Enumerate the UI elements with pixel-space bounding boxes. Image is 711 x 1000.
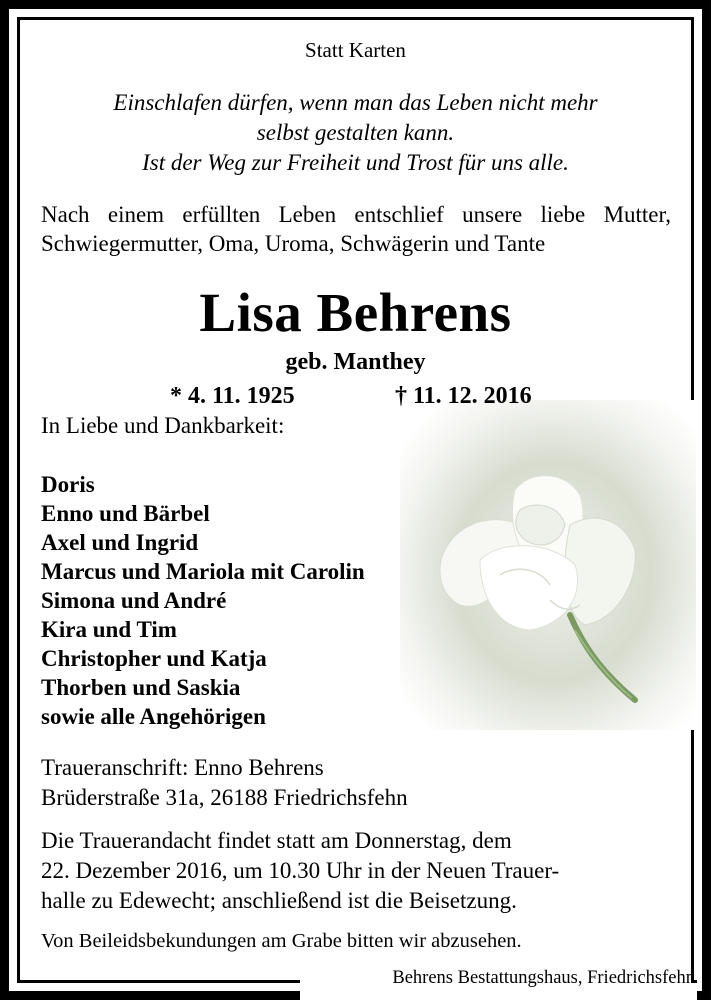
mourner-item: Christopher und Katja [41,646,267,671]
condolence-note: Von Beileidsbekundungen am Grabe bitten wir abzusehen. [41,930,522,952]
mourner-item: Simona und André [41,588,227,613]
mourners-label: In Liebe und Dankbarkeit: [41,413,285,438]
mourner-item: Axel und Ingrid [41,530,199,555]
intro-line: Schwiegermutter, Oma, Uroma, Schwägerin und Tante [41,231,546,256]
mourner-item: Thorben und Saskia [41,675,241,700]
frame-bottom-right [697,991,711,1000]
death-date: † 11. 12. 2016 [395,383,532,409]
mourner-item: Marcus und Mariola mit Carolin [41,559,365,584]
mourner-item: Enno und Bärbel [41,501,210,526]
quote-line: Einschlafen dürfen, wenn man das Leben nicht mehr [113,90,598,115]
white-rose-image [400,400,696,730]
quote-line: Ist der Weg zur Freiheit und Trost für uns alle. [142,150,569,175]
mourner-item: Kira und Tim [41,617,177,642]
address-line: Brüderstraße 31a, 26188 Friedrichsfehn [41,785,408,810]
mourners-list [41,470,365,731]
mourner-item: Doris [41,472,95,497]
rose-icon [400,400,696,730]
frame-bottom-left [0,991,300,1000]
service-line: Die Trauerandacht findet statt am Donnerstag, dem [41,828,512,853]
statt-karten-heading: Statt Karten [305,38,406,62]
mourning-address [41,753,408,813]
mourner-item: sowie alle Angehörigen [41,704,266,729]
quote-line: selbst gestalten kann. [256,120,455,145]
funeral-home-credit: Behrens Bestattungshaus, Friedrichsfehn [392,968,695,988]
deceased-name: Lisa Behrens [199,282,512,343]
quote-block [0,88,711,178]
intro-text [41,200,671,258]
maiden-name: geb. Manthey [285,349,426,375]
birth-date: * 4. 11. 1925 [170,383,295,409]
intro-line: Nach einem erfüllten Leben entschlief unsere liebe Mutter, [41,202,671,227]
service-line: halle zu Edewecht; anschließend ist die Beisetzung. [41,888,517,913]
service-line: 22. Dezember 2016, um 10.30 Uhr in der Neuen Trauer- [41,858,560,883]
address-line: Traueranschrift: Enno Behrens [41,755,324,780]
inner-frame-bottom-left [17,980,300,983]
service-notice [41,826,671,916]
